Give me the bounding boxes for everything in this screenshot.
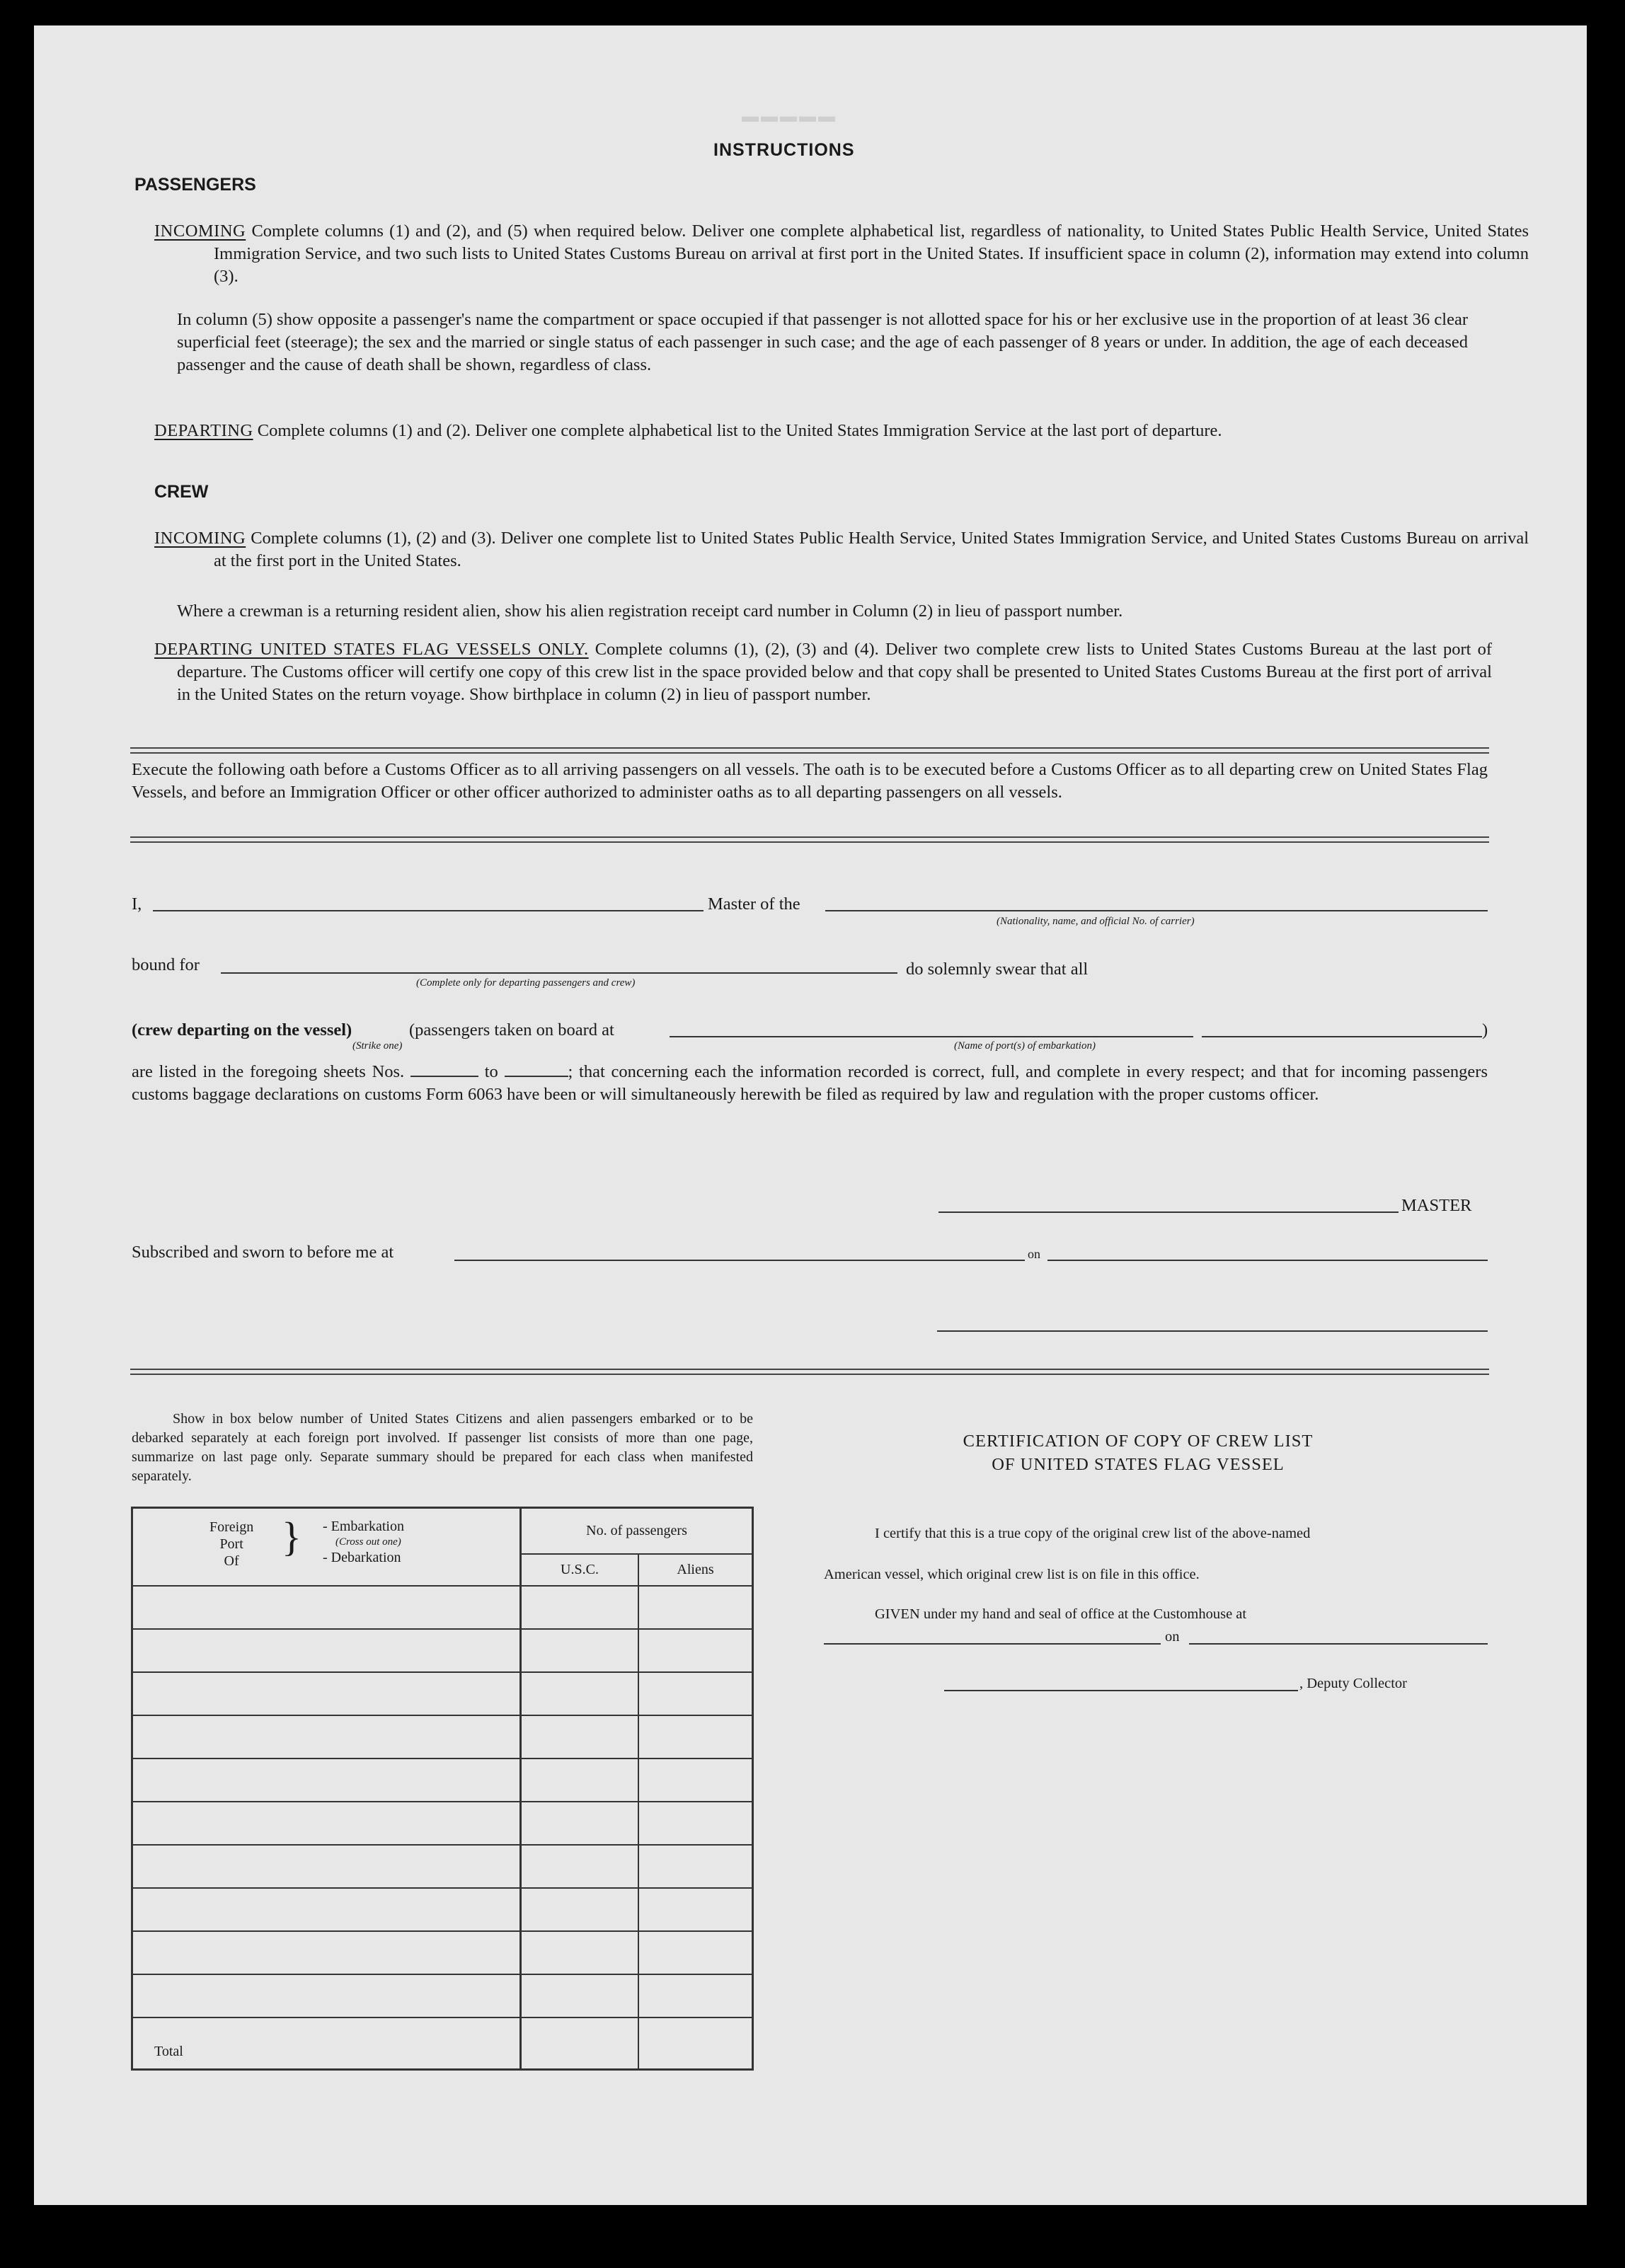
passengers-incoming-label: INCOMING — [154, 221, 246, 241]
crew-departing-text: Complete columns (1), (2), (3) and (4). Deliver two complete crew lists to United States Customs Bureau at the last port of departure. The Customs officer will certify one copy of this crew list in the space provided below and that copy shall be presented to United States Customs Bureau at the first port of arrival in the United States on the return voyage. Show birthplace in column (2) in lieu of passport number. — [177, 640, 1492, 704]
port-label: Port — [219, 1536, 243, 1552]
listed-text-2: ; that concerning each the information recorded is correct, full, and complete in every respect; and that for incoming passengers customs baggage declarations on customs Form 6063 have been or will simultaneously herewith be filed as required by law and regulation with the proper customs officer. — [132, 1062, 1488, 1104]
crew-incoming-label: INCOMING — [154, 529, 246, 548]
table-row[interactable] — [132, 1931, 753, 1974]
oath-intro-paragraph: Execute the following oath before a Customs Officer as to all arriving passengers on all vessels. The oath is to be executed before a Customs Officer as to all departing crew on United States Flag Vessels, and before an Immigration Officer or other officer authorized to administer oaths as to all departing passengers on all vessels. — [132, 760, 1488, 802]
deputy-collector-label: , Deputy Collector — [1299, 1676, 1408, 1691]
sworn-date-field[interactable] — [1047, 1260, 1488, 1261]
table-row[interactable] — [132, 1758, 753, 1802]
nationality-caption: (Nationality, name, and official No. of carrier) — [997, 916, 1195, 927]
box-instructions: Show in box below number of United States Citizens and alien passengers embarked or to be debarked separately at each foreign port involved. If passenger list consists of more than one page, summarize on last page only. Separate summary should be prepared for each class when manifested separately. — [132, 1411, 753, 1484]
carrier-field[interactable] — [825, 910, 1488, 911]
crew-departing-paragraph — [154, 638, 1492, 706]
listed-paragraph — [132, 1060, 1488, 1106]
crew-departing-label: DEPARTING UNITED STATES FLAG VESSELS ONLY. — [154, 640, 589, 659]
crew-incoming-text: Complete columns (1), (2) and (3). Deliver one complete list to United States Public Health Service, United States Immigration Service, and United States Customs Bureau on arrival at the first port in the United States. — [214, 529, 1529, 570]
foreign-label: Foreign — [209, 1519, 254, 1535]
crew-departing-option[interactable]: (crew departing on the vessel) — [132, 1020, 352, 1040]
subscribed-label: Subscribed and sworn to before me at — [132, 1243, 394, 1262]
port-caption: (Name of port(s) of embarkation) — [954, 1040, 1096, 1052]
bound-for-label: bound for — [132, 955, 200, 974]
aliens-header: Aliens — [638, 1554, 753, 1586]
passengers-departing-text: Complete columns (1) and (2). Deliver one complete alphabetical list to the United States Immigration Service at the last port of departure. — [257, 421, 1222, 440]
bound-for-field[interactable] — [221, 972, 897, 974]
column5-paragraph: In column (5) show opposite a passenger's name the compartment or space occupied if that passenger is not allotted space for his or her exclusive use in the proportion of at least 36 clear superficial feet (steerage); the sex and the married or single status of each passenger in such case; and the age of each passenger of 8 years or under. In addition, the age of each deceased passenger and the cause of death shall be shown, regardless of class. — [177, 310, 1468, 374]
certify-text: I certify that this is a true copy of the original crew list of the above-named — [875, 1526, 1311, 1541]
passengers-taken-option[interactable]: (passengers taken on board at — [409, 1020, 614, 1040]
sworn-location-field[interactable] — [454, 1260, 1025, 1261]
cross-out-caption: (Cross out one) — [335, 1536, 401, 1548]
customhouse-field[interactable] — [824, 1643, 1161, 1645]
passengers-departing-label: DEPARTING — [154, 421, 253, 440]
master-of-label: Master of the — [708, 894, 800, 914]
divider-rule — [130, 1369, 1489, 1375]
american-vessel-text: American vessel, which original crew list is on file in this office. — [824, 1567, 1200, 1582]
officer-signature-field[interactable] — [937, 1330, 1488, 1332]
oath-i-label: I, — [132, 894, 142, 914]
passengers-heading: PASSENGERS — [134, 175, 256, 195]
deputy-signature-field[interactable] — [944, 1690, 1298, 1691]
cert-date-field[interactable] — [1189, 1643, 1488, 1645]
crew-resident-paragraph: Where a crewman is a returning resident alien, show his alien registration receipt card number in Column (2) in lieu of passport number. — [177, 601, 1123, 621]
table-row[interactable] — [132, 1715, 753, 1758]
divider-rule — [130, 747, 1489, 754]
total-aliens-cell[interactable] — [638, 2017, 753, 2070]
num-passengers-header: No. of passengers — [521, 1508, 753, 1555]
debarkation-label: - Debarkation — [323, 1550, 401, 1565]
bleed-through-text: ▬▬▬▬▬ — [742, 107, 837, 126]
certification-title-line-1: CERTIFICATION OF COPY OF CREW LIST — [963, 1432, 1314, 1451]
table-row[interactable] — [132, 1629, 753, 1672]
complete-only-caption: (Complete only for departing passengers and crew) — [416, 977, 636, 989]
table-row[interactable] — [132, 1974, 753, 2017]
port-embarkation-field-2[interactable] — [1202, 1036, 1482, 1037]
table-row[interactable] — [132, 1845, 753, 1888]
swear-label: do solemnly swear that all — [906, 960, 1089, 979]
given-text: GIVEN under my hand and seal of office at the Customhouse at — [875, 1606, 1247, 1622]
table-row[interactable] — [132, 1888, 753, 1931]
close-paren: ) — [1482, 1020, 1488, 1040]
embarkation-label: - Embarkation — [323, 1519, 404, 1534]
total-label: Total — [132, 2017, 521, 2070]
usc-header: U.S.C. — [521, 1554, 639, 1586]
divider-rule — [130, 836, 1489, 843]
master-signature-field[interactable] — [938, 1211, 1399, 1213]
sheet-from-field[interactable] — [410, 1060, 478, 1077]
table-row[interactable] — [132, 1586, 753, 1629]
passengers-incoming-paragraph — [154, 220, 1529, 288]
document-page — [34, 25, 1587, 2205]
master-label: MASTER — [1401, 1196, 1472, 1215]
sworn-on-word: on — [1028, 1247, 1040, 1261]
listed-text-1: are listed in the foregoing sheets Nos. — [132, 1062, 405, 1081]
of-label: Of — [224, 1553, 239, 1569]
brace-glyph: } — [282, 1514, 302, 1560]
master-name-field[interactable] — [153, 910, 704, 911]
crew-incoming-paragraph — [154, 527, 1529, 572]
cert-on-word: on — [1165, 1629, 1180, 1645]
certification-title — [834, 1429, 1442, 1476]
table-row[interactable] — [132, 1802, 753, 1845]
instructions-title: INSTRUCTIONS — [713, 140, 855, 160]
to-word: to — [484, 1062, 498, 1081]
total-usc-cell[interactable] — [521, 2017, 639, 2070]
foreign-port-header — [132, 1508, 521, 1587]
sheet-to-field[interactable] — [505, 1060, 568, 1077]
passengers-incoming-text: Complete columns (1) and (2), and (5) when required below. Deliver one complete alphabetical list, regardless of nationality, to United States Public Health Service, United States Immigration Service, and two such lists to United States Customs Bureau on arrival at first port in the United States. If insufficient space in column (2), information may extend into column (3). — [214, 221, 1529, 286]
port-embarkation-field[interactable] — [670, 1036, 1193, 1037]
strike-one-caption: (Strike one) — [352, 1040, 403, 1052]
total-row[interactable] — [132, 2017, 753, 2070]
crew-heading: CREW — [154, 482, 209, 502]
table-header-row — [132, 1508, 753, 1555]
passengers-departing-paragraph — [154, 420, 1529, 442]
ports-table — [131, 1507, 754, 2071]
table-row[interactable] — [132, 1672, 753, 1715]
certification-title-line-2: OF UNITED STATES FLAG VESSEL — [992, 1455, 1285, 1474]
